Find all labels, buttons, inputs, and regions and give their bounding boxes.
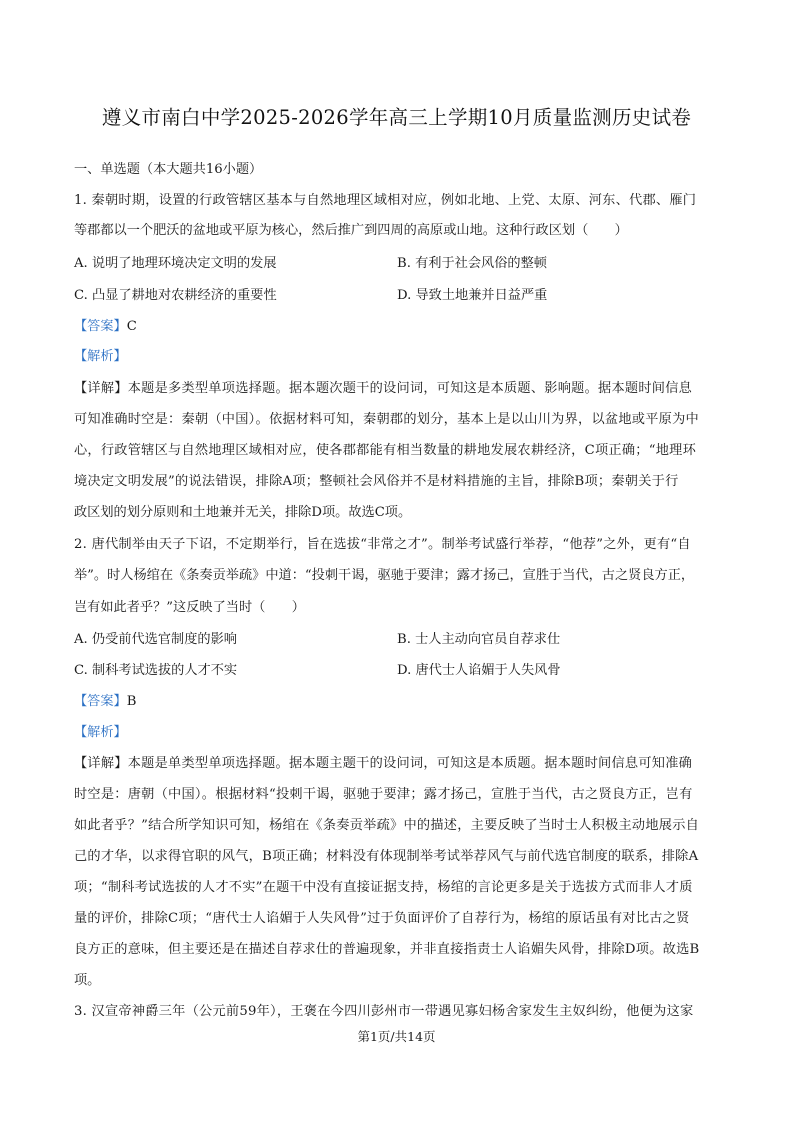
q1-option-b: B. 有利于社会风俗的整顿	[397, 256, 547, 271]
q2-answer	[74, 690, 136, 709]
q1-option-a: A. 说明了地理环境决定文明的发展	[74, 256, 277, 271]
q1-stem-line: 等郡都以一个肥沃的盆地或平原为核心，然后推广到四周的高原或山地。这种行政区划（ ）	[74, 223, 628, 238]
q2-detail-line: 如此者乎？”结合所学知识可知，杨绾在《条奏贡举疏》中的描述，主要反映了当时士人积极主动地展示自	[74, 818, 700, 833]
answer-tag: 【答案】	[74, 694, 127, 709]
q2-stem-line: 举”。时人杨绾在《条奏贡举疏》中道：“投刺干谒，驱驰于要津；露才扬己，宣胜于当代，古之贤良方正，	[74, 568, 695, 583]
exam-title: 遵义市南白中学2025-2026学年高三上学期10月质量监测历史试卷	[101, 106, 692, 129]
q2-option-d: D. 唐代士人谄媚于人失风骨	[397, 663, 561, 678]
q1-stem-line: 1. 秦朝时期，设置的行政管辖区基本与自然地理区域相对应，例如北地、上党、太原、河东、代郡、雁门	[74, 193, 697, 208]
q2-detail-line: 量的评价，排除C项；“唐代士人谄媚于人失风骨”过于负面评价了自荐行为，杨绾的原话虽有对比古之贤	[74, 911, 690, 926]
q2-detail-line: 己的才华，以求得官职的风气，B项正确；材料没有体现制举考试举荐风气与前代选官制度的联系，排除A	[74, 849, 699, 864]
q2-detail-line: 项。	[74, 973, 101, 988]
answer-tag: 【答案】	[74, 319, 127, 334]
q1-answer	[74, 315, 137, 334]
section-heading: 一、单选题（本大题共16小题）	[74, 162, 263, 177]
q2-stem-line: 岂有如此者乎？”这反映了当时（ ）	[74, 600, 305, 615]
q2-answer-value: B	[126, 694, 137, 709]
q1-analysis-tag: 【解析】	[74, 349, 127, 364]
q1-detail-line: 政区划的划分原则和土地兼并无关，排除D项。故选C项。	[74, 505, 412, 520]
q2-detail-line: 良方正的意味，但主要还是在描述自荐求仕的普遍现象，并非直接指责士人谄媚失风骨，排除D项。故选B	[74, 942, 700, 957]
page-footer: 第1页/共14页	[357, 1029, 436, 1044]
q1-detail-line: 可知准确时空是：秦朝（中国）。依据材料可知，秦朝郡的划分，基本上是以山川为界，以盆地或平原为中	[74, 412, 699, 427]
q3-stem-line: 3. 汉宣帝神爵三年（公元前59年），王褒在今四川彭州市一带遇见寡妇杨舍家发生主奴纠纷，他便为这家	[74, 1004, 694, 1019]
q1-option-d: D. 导致土地兼并日益严重	[397, 288, 548, 303]
q1-detail-line: 心，行政管辖区与自然地理区域相对应，使各郡都能有相当数量的耕地发展农耕经济，C项正确；“地理环	[74, 443, 697, 458]
q1-answer-value: C	[126, 319, 137, 334]
q2-option-c: C. 制科考试选拔的人才不实	[74, 663, 238, 678]
q2-stem-line: 2. 唐代制举由天子下诏，不定期举行，旨在选拔“非常之才”。制举考试盛行举荐，“他荐”之外，更有“自	[74, 537, 691, 552]
q2-option-a: A. 仍受前代选官制度的影响	[74, 632, 237, 647]
q2-analysis-tag: 【解析】	[74, 725, 127, 740]
q2-detail-line: 【详解】本题是单类型单项选择题。据本题主题干的设问词，可知这是本质题。据本题时间信息可知准确	[74, 756, 693, 771]
q1-detail-line: 【详解】本题是多类型单项选择题。据本题次题干的设问词，可知这是本质题、影响题。据本题时间信息	[74, 381, 693, 396]
q2-option-b: B. 士人主动向官员自荐求仕	[397, 632, 561, 647]
q1-detail-line: 境决定文明发展”的说法错误，排除A项；整顿社会风俗并不是材料措施的主旨，排除B项；秦朝关于行	[74, 474, 679, 489]
q1-option-c: C. 凸显了耕地对农耕经济的重要性	[74, 288, 277, 303]
q2-detail-line: 时空是：唐朝（中国）。根据材料“投刺干谒，驱驰于要津；露才扬己，宣胜于当代，古之贤良方正，岂有	[74, 787, 693, 802]
q2-detail-line: 项；“制科考试选拔的人才不实”在题干中没有直接证据支持，杨绾的言论更多是关于选拔方式而非人才质	[74, 880, 693, 895]
